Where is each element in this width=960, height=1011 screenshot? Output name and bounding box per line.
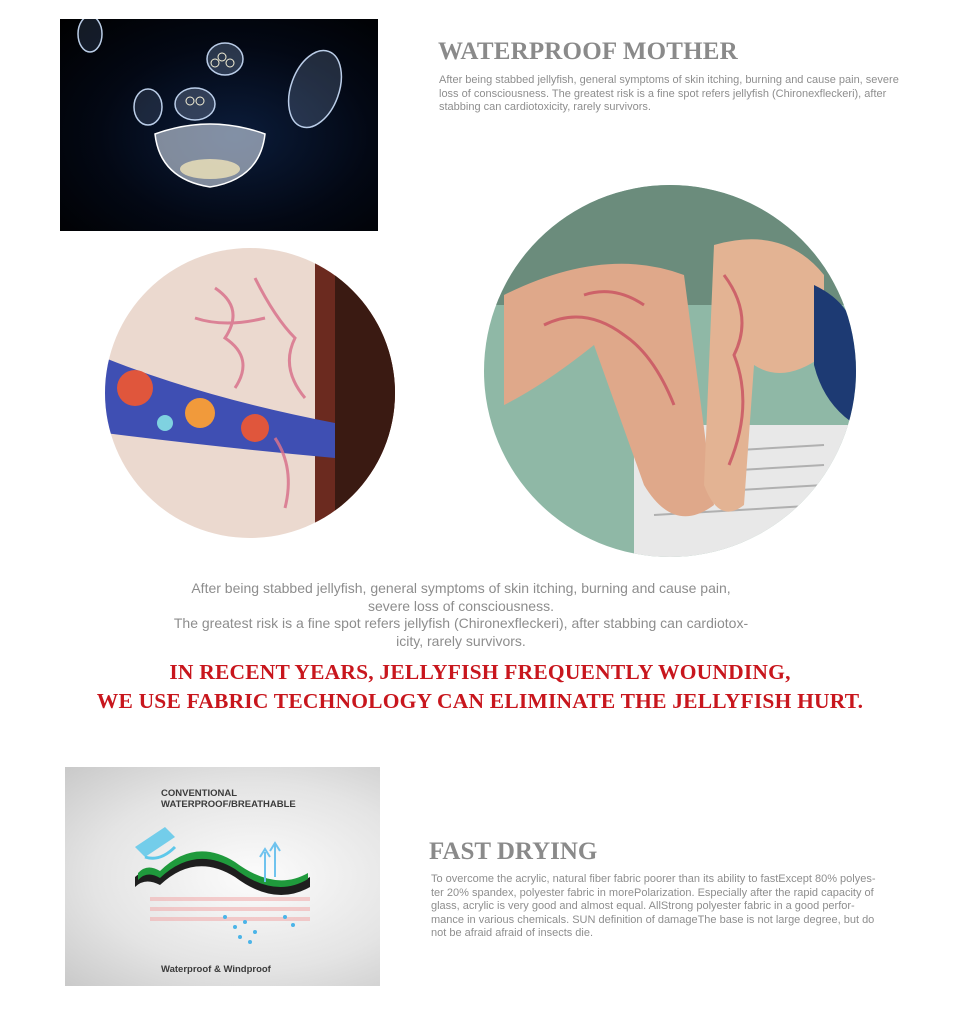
fabric-label-line1: CONVENTIONAL xyxy=(161,788,237,799)
fast-drying-line3: glass, acrylic is very good and almost equal. AllStrong polyester fabric in a good perfor- xyxy=(431,900,855,913)
fast-drying-line2: ter 20% spandex, polyester fabric in morePolarization. Especially after the rapid capacity of xyxy=(431,886,874,899)
waterproof-description: After being stabbed jellyfish, general symptoms of skin itching, burning and cause pain, severe loss of consciousness. The greatest risk is a fine spot refers jellyfish (Chironexfleckeri), after stabbing can cardiotoxicity, rarely survivors. xyxy=(439,74,899,113)
fast-drying-line1: To overcome the acrylic, natural fiber fabric poorer than its ability to fastExcept 80% polyes- xyxy=(431,873,876,885)
fabric-label-waterproof: Waterproof & Windproof xyxy=(161,964,271,975)
fast-drying-title: FAST DRYING xyxy=(429,838,598,865)
sting-description-line4: icity, rarely survivors. xyxy=(396,632,526,649)
headline xyxy=(0,658,960,716)
sting-photo-legs xyxy=(484,185,856,557)
waterproof-title: WATERPROOF MOTHER xyxy=(438,38,738,65)
sting-description-line3: The greatest risk is a fine spot refers jellyfish (Chironexfleckeri), after stabbing can cardiotox- xyxy=(173,615,749,631)
sting-description-line2: severe loss of consciousness. xyxy=(368,597,554,614)
headline-line2: WE USE FABRIC TECHNOLOGY CAN ELIMINATE THE JELLYFISH HURT. xyxy=(96,689,864,713)
sting-description xyxy=(140,580,782,650)
sting-photo-hip xyxy=(105,248,395,538)
jellyfish-photo xyxy=(60,19,378,231)
fabric-label-line2: WATERPROOF/BREATHABLE xyxy=(161,799,296,810)
fabric-label-conventional xyxy=(161,788,311,810)
fast-drying-line5: not be afraid afraid of insects die. xyxy=(431,927,594,940)
fabric-technology-image xyxy=(65,767,380,986)
fast-drying-line4: mance in various chemicals. SUN definition of damageThe base is not large degree, but do xyxy=(431,913,875,926)
sting-description-line1: After being stabbed jellyfish, general symptoms of skin itching, burning and cause pain, xyxy=(191,580,731,596)
headline-line1: IN RECENT YEARS, JELLYFISH FREQUENTLY WOUNDING, xyxy=(169,660,791,684)
fast-drying-description xyxy=(431,873,919,941)
